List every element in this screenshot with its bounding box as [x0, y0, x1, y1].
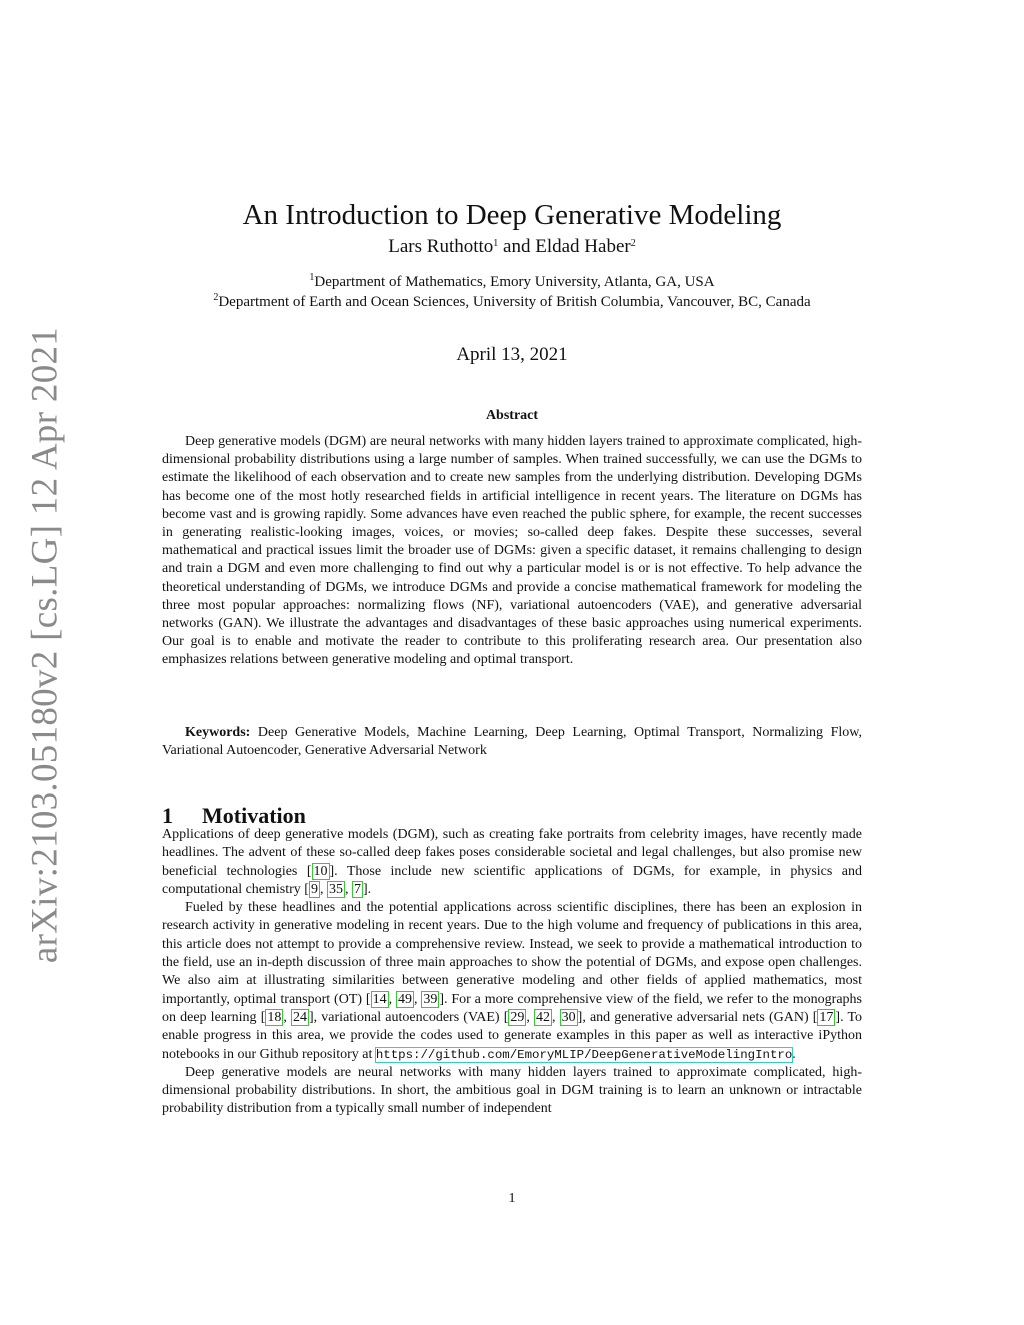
citation-link[interactable]: 29: [510, 1009, 525, 1025]
arxiv-identifier-stamp: arXiv:2103.05180v2 [cs.LG] 12 Apr 2021: [24, 326, 66, 964]
paragraph-text: Applications of deep generative models (DGM), such as creating fake portraits from celebrity images, have recently made headlines. The advent of these so-called deep fakes poses considerable societal and legal challenges, but also promise new beneficial technologies: [162, 827, 862, 879]
section-title: Motivation: [202, 803, 306, 829]
citation-link[interactable]: 49: [397, 991, 412, 1007]
affiliations: [0, 272, 1024, 312]
citation-link[interactable]: 7: [353, 881, 361, 897]
affiliation-line: [0, 292, 1024, 312]
paragraph-text: .: [367, 881, 372, 897]
paragraph: Deep generative models are neural networks with many hidden layers trained to approximate complicated, high-dimensional probability distributions. In short, the ambitious goal in DGM training is to learn an unknown or intractable probability distribution from a typically small number of independent: [162, 1064, 862, 1117]
affiliation-line: [0, 272, 1024, 292]
citation-link[interactable]: 9: [310, 881, 318, 897]
affiliation-mark: 2: [630, 238, 636, 249]
paragraph-text: . To enable progress in this area, we provide the codes used to generate examples in this paper as well as interactive iPython notebooks in our Github repository at: [162, 1009, 863, 1062]
keywords: [162, 724, 862, 760]
paragraph-text: .: [792, 1046, 796, 1062]
paragraph: Applications of deep generative models (DGM), such as creating fake portraits from celebrity images, have recently made headlines. The advent of these so-called deep fakes poses considerable societal and legal challenges, but also promise new beneficial technologies [ 10 ]. Those include new scientific applications of DGMs, for example, in physics and computational chemistry [ 9 , 35 , 7 ].: [162, 827, 862, 897]
paragraph-text: , and generative adversarial nets (GAN): [582, 1009, 813, 1025]
citation-link[interactable]: 18: [267, 1009, 282, 1025]
citation-link[interactable]: 30: [561, 1009, 576, 1025]
paragraph-text: . Those include new scientific applications of DGMs, for example, in physics and computational chemistry: [162, 863, 862, 897]
section-body: [162, 826, 862, 1119]
affiliation-text: Department of Earth and Ocean Sciences, University of British Columbia, Vancouver, BC, Canada: [218, 294, 811, 310]
author-name: Eldad Haber: [535, 236, 631, 257]
page-number: 1: [508, 1191, 516, 1206]
affiliation-mark: 1: [309, 272, 315, 283]
affiliation-mark: 2: [213, 292, 219, 303]
abstract-heading: Abstract: [485, 408, 539, 423]
citation-link[interactable]: 17: [819, 1009, 834, 1025]
affiliation-mark: 1: [493, 238, 499, 249]
publication-date: April 13, 2021: [456, 344, 568, 365]
citation-link[interactable]: 42: [536, 1009, 551, 1025]
paragraph-text: Fueled by these headlines and the potential applications across scientific disciplines, there has been an explosion in research activity in generative modeling in recent years. Due to the high volume and frequency of publications in this area, this article does not attempt to provide a comprehensive review. Instead, we seek to provide a mathematical introduction to the field, use an in-depth discussion of three main approaches to show the potential of DGMs, and expose open challenges. We also aim at illustrating similarities between generative modeling and other fields of applied mathematics, most importantly, optimal transport (OT): [162, 900, 862, 1007]
author-list: [0, 236, 1024, 258]
author-name: Lars Ruthotto: [388, 236, 494, 257]
section-number: 1: [162, 803, 173, 829]
citation-link[interactable]: 39: [423, 991, 438, 1007]
citation-link[interactable]: 24: [293, 1009, 307, 1025]
keywords-label: Keywords:: [185, 725, 251, 740]
abstract-text: Deep generative models (DGM) are neural networks with many hidden layers trained to approximate complicated, high-dimensional probability distributions using a large number of samples. When trained successfully, we can use the DGMs to estimate the likelihood of each observation and to create new samples from the underlying distribution. Developing DGMs has become one of the most hotly researched fields in artificial intelligence in recent years. The literature on DGMs has become vast and is growing rapidly. Some advances have even reached the public sphere, for example, the recent successes in generating realistic-looking images, voices, or movies; so-called deep fakes. Despite these successes, several mathematical and practical issues limit the broader use of DGMs: given a specific dataset, it remains challenging to design and train a DGM and even more challenging to find out why a particular model is or is not effective. To help advance the theoretical understanding of DGMs, we introduce DGMs and provide a concise mathematical framework for modeling the three most popular approaches: normalizing flows (NF), variational autoencoders (VAE), and generative adversarial networks (GAN). We illustrate the advantages and disadvantages of these basic approaches using numerical experiments. Our goal is to enable and motivate the reader to contribute to this proliferating research area. Our presentation also emphasizes relations between generative modeling and optimal transport.: [162, 434, 862, 668]
paper-title: An Introduction to Deep Generative Modeling: [242, 199, 782, 232]
affiliation-text: Department of Mathematics, Emory University, Atlanta, GA, USA: [314, 274, 715, 290]
citation-link[interactable]: 14: [372, 991, 387, 1007]
paragraph: Fueled by these headlines and the potential applications across scientific disciplines, there has been an explosion in research activity in generative modeling in recent years. Due to the high volume and frequency of publications in this area, this article does not attempt to provide a comprehensive review. Instead, we seek to provide a mathematical introduction to the field, use an in-depth discussion of three main approaches to show the potential of DGMs, and expose open challenges. We also aim at illustrating similarities between generative modeling and other fields of applied mathematics, most importantly, optimal transport (OT) [ 14 , 49 , 39 ]. For a more comprehensive view of the field, we refer to the monographs on deep learning [ 18 , 24 ], variational autoencoders (VAE) [ 29 , 42 , 30 ], and generative adversarial nets (GAN) [ 17 ]. To enable progress in this area, we provide the codes used to generate examples in this paper as well as interactive iPython notebooks in our Github repository at https://github.com/EmoryMLIP/DeepGenerativeModelingIntro.: [162, 900, 863, 1062]
citation-link[interactable]: 35: [328, 881, 343, 897]
paragraph-text: . For a more comprehensive view of the field, we refer to the monographs on deep learning: [162, 991, 862, 1025]
citation-link[interactable]: 10: [313, 863, 328, 879]
keywords-text: Deep Generative Models, Machine Learning, Deep Learning, Optimal Transport, Normalizing Flow, Variational Autoencoder, Generative Adversarial Network: [162, 725, 863, 758]
github-repository-link[interactable]: https://github.com/EmoryMLIP/DeepGenerativeModelingIntro: [375, 1047, 793, 1062]
author-conjunction: and: [498, 236, 536, 257]
paragraph-text: , variational autoencoders (VAE): [313, 1009, 504, 1025]
